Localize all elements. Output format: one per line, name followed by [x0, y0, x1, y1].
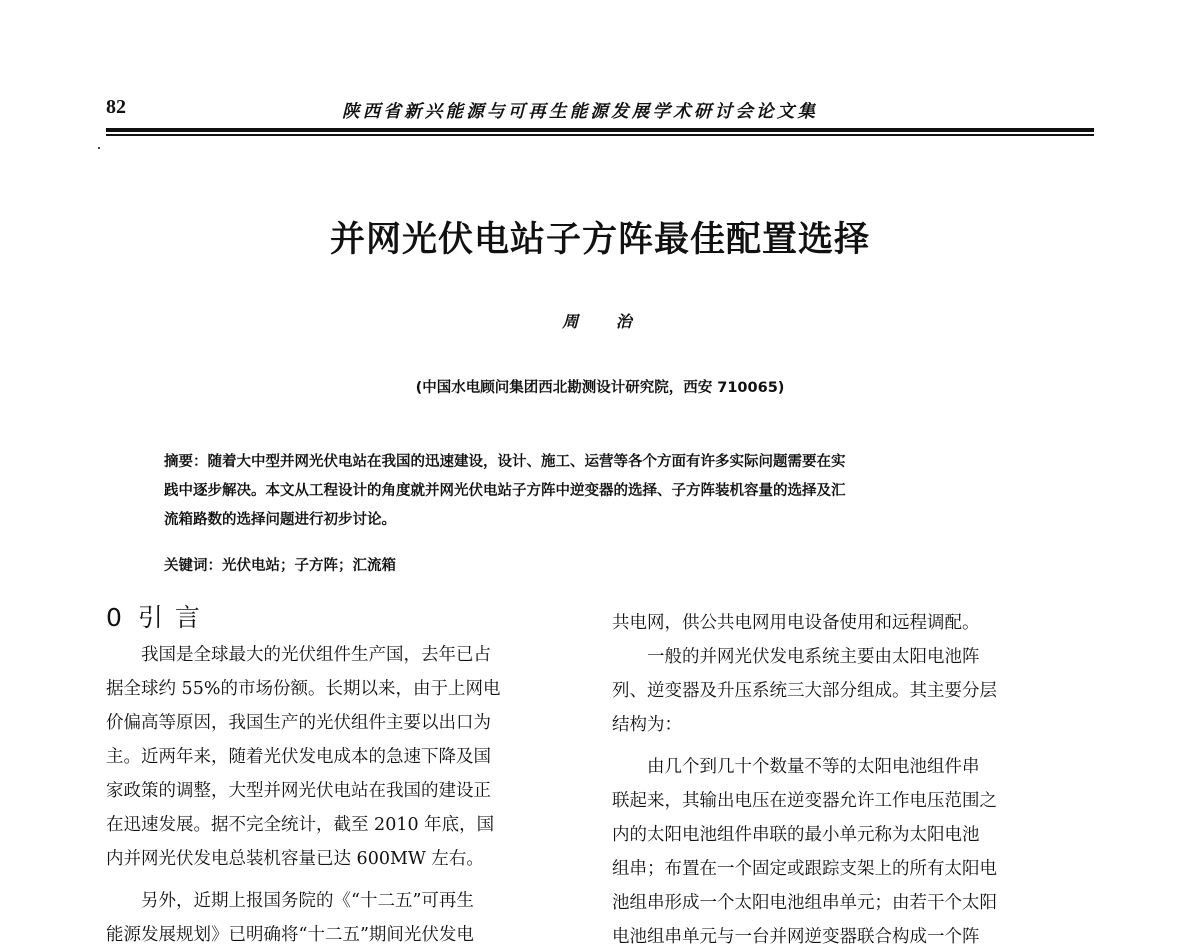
paper-title: 并网光伏电站子方阵最佳配置选择 — [329, 219, 870, 260]
abstract — [164, 448, 1044, 535]
body-line: 主。近两年来，随着光伏发电成本的急速下降及国 — [106, 747, 491, 767]
body-column-left — [106, 603, 582, 952]
body-line: 家政策的调整，大型并网光伏电站在我国的建设正 — [106, 781, 491, 801]
body-line: 价偏高等原因，我国生产的光伏组件主要以出口为 — [106, 713, 491, 733]
body-line: 内并网光伏发电总装机容量已达 600MW 左右。 — [106, 849, 484, 869]
author-name: 周 治 — [562, 312, 648, 331]
section-title: 引 言 — [137, 603, 202, 632]
body-line: 组串；布置在一个固定或跟踪支架上的所有太阳电 — [612, 859, 997, 879]
body-line: 内的太阳电池组件串联的最小单元称为太阳电池 — [612, 825, 980, 845]
section-number: 0 — [106, 603, 124, 632]
body-line: 能源发展规划》已明确将“十二五”期间光伏发电 — [106, 925, 474, 945]
abstract-line: 践中逐步解决。本文从工程设计的角度就并网光伏电站子方阵中逆变器的选择、子方阵装机容量的选择及汇 — [164, 483, 846, 499]
body-line: 共电网，供公共电网用电设备使用和远程调配。 — [612, 613, 980, 633]
body-column-right — [612, 606, 1088, 952]
body-line: 电池组串单元与一台并网逆变器联合构成一个阵 — [612, 927, 980, 947]
abstract-line: 流箱路数的选择问题进行初步讨论。 — [164, 512, 396, 528]
body-line: 由几个到几十个数量不等的太阳电池组件串 — [612, 757, 980, 777]
author-affiliation: (中国水电顾问集团西北勘测设计研究院，西安 710065) — [415, 380, 785, 396]
body-line: 据全球约 55%的市场份额。长期以来，由于上网电 — [106, 679, 501, 699]
body-line: 池组串形成一个太阳电池组串单元；由若干个太阳 — [612, 893, 997, 913]
keywords: 关键词：光伏电站；子方阵；汇流箱 — [164, 558, 396, 574]
header-rule-thin — [106, 134, 1094, 136]
body-line: 我国是全球最大的光伏组件生产国，去年已占 — [106, 645, 491, 665]
body-line: 另外，近期上报国务院的《“十二五”可再生 — [106, 891, 474, 911]
scan-speck — [98, 147, 100, 149]
body-line: 一般的并网光伏发电系统主要由太阳电池阵 — [612, 647, 980, 667]
header-rule-thick — [106, 128, 1094, 132]
body-line: 在迅速发展。据不完全统计，截至 2010 年底，国 — [106, 815, 495, 835]
abstract-line: 摘要：随着大中型并网光伏电站在我国的迅速建设，设计、施工、运营等各个方面有许多实际问题需要在实 — [164, 454, 846, 470]
body-line: 列、逆变器及升压系统三大部分组成。其主要分层 — [612, 681, 997, 701]
running-header — [106, 96, 1094, 126]
body-line: 联起来，其输出电压在逆变器允许工作电压范围之 — [612, 791, 997, 811]
body-line: 结构为： — [612, 715, 682, 735]
journal-title: 陕西省新兴能源与可再生能源发展学术研讨会论文集 — [342, 102, 819, 122]
section-heading — [106, 598, 582, 638]
page-number: 82 — [106, 96, 126, 118]
